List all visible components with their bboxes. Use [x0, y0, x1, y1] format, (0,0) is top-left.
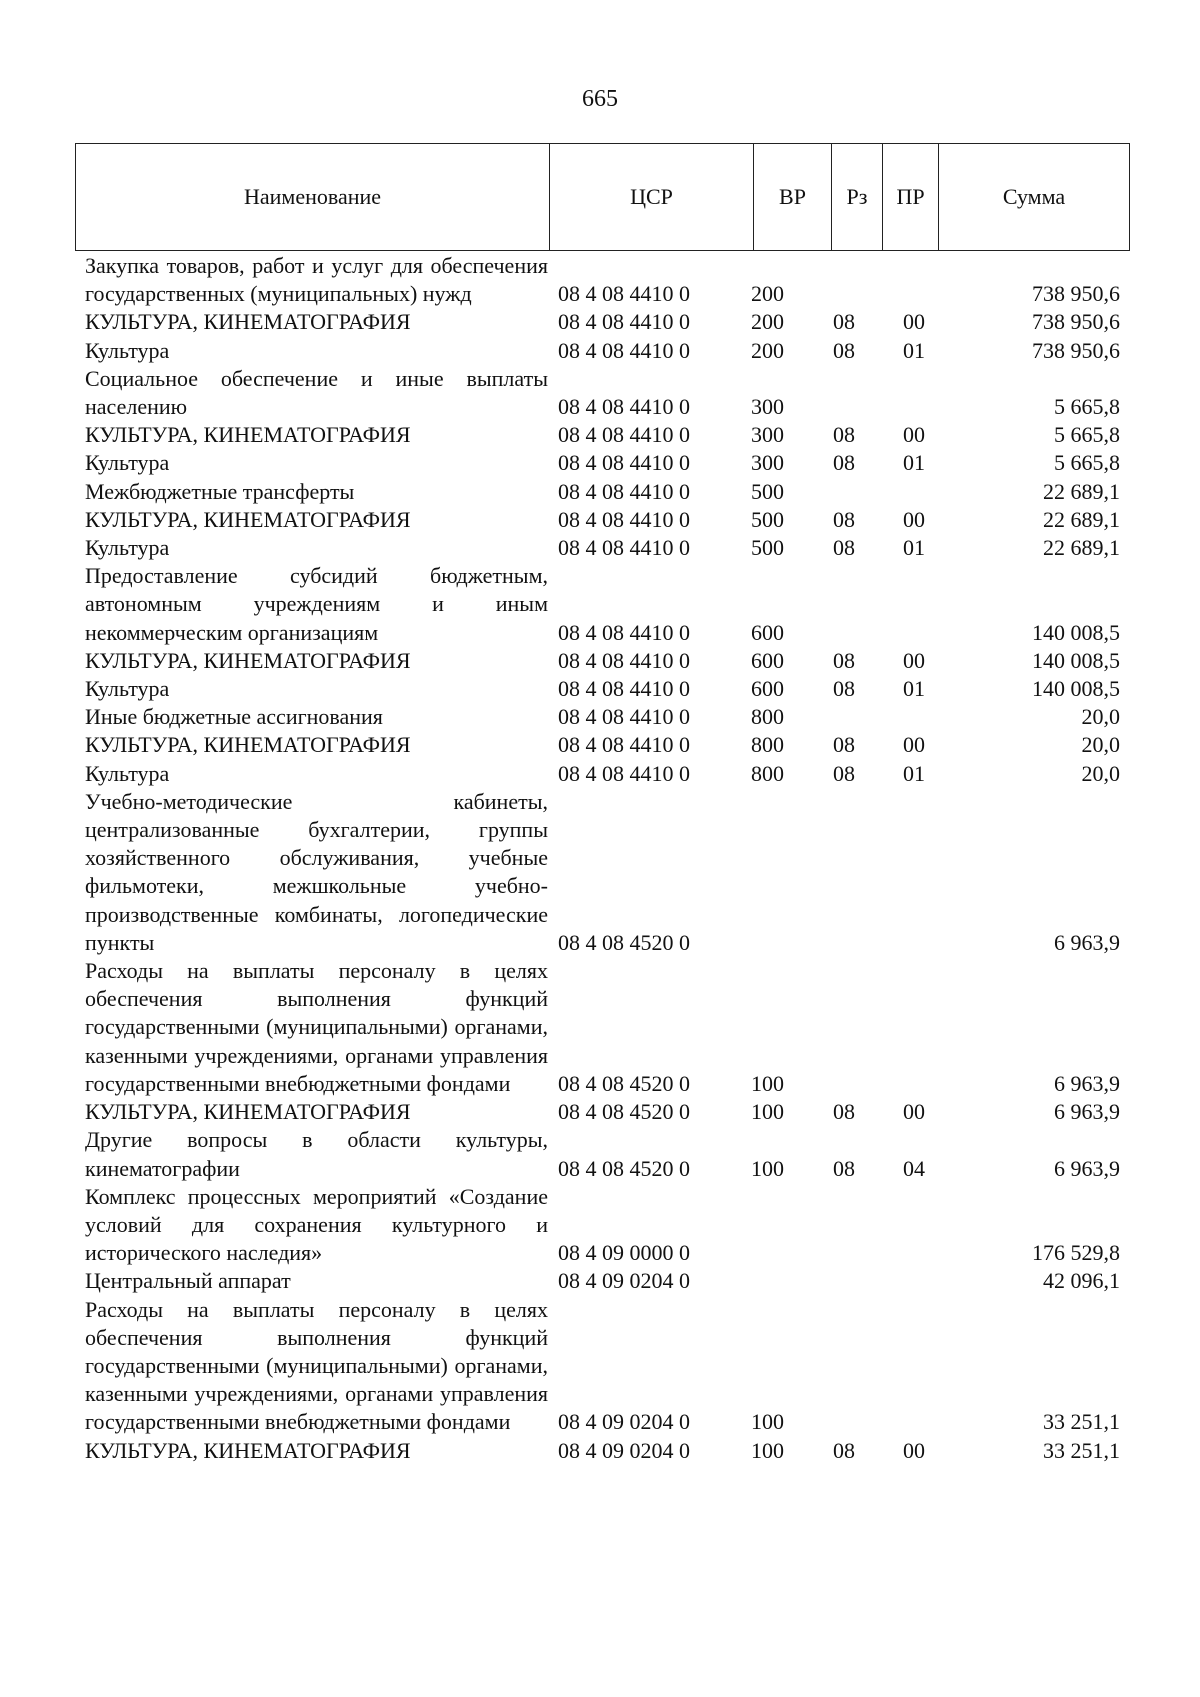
row-rz: 08: [833, 1437, 855, 1463]
table-row: [75, 675, 1130, 703]
table-row: [75, 957, 1130, 1098]
row-name: Расходы на выплаты персоналу в целях обеспечения выполнения функций государственными (муниципальными) органами, казенными учреждениями, органами управления государственными внебюджетными фондами: [85, 958, 548, 1096]
row-name: Иные бюджетные ассигнования: [85, 704, 383, 730]
row-sum: 20,0: [1081, 704, 1120, 730]
row-sum: 5 665,8: [1054, 394, 1120, 420]
table-row: [75, 506, 1130, 534]
row-name: Другие вопросы в области культуры, кинематографии: [85, 1127, 548, 1181]
row-rz: [828, 703, 883, 731]
row-rz: 08: [833, 676, 855, 702]
row-rz: 08: [833, 337, 855, 363]
row-pr: [883, 252, 958, 308]
row-rz: 08: [833, 760, 855, 786]
row-csr: 08 4 08 4520 0: [558, 1155, 690, 1181]
row-rz: 08: [833, 450, 855, 476]
row-csr: 08 4 08 4520 0: [558, 1099, 690, 1125]
row-sum: 5 665,8: [1054, 450, 1120, 476]
budget-table-body: [75, 252, 1130, 1465]
row-csr: 08 4 08 4410 0: [558, 450, 690, 476]
row-sum: 5 665,8: [1054, 422, 1120, 448]
row-vr: 800: [751, 732, 784, 758]
row-vr: [751, 1183, 828, 1268]
row-sum: 20,0: [1081, 760, 1120, 786]
row-sum: 6 963,9: [1054, 929, 1120, 955]
row-rz: [828, 1183, 883, 1268]
row-sum: 140 008,5: [1032, 676, 1120, 702]
row-csr: 08 4 09 0204 0: [558, 1409, 690, 1435]
row-csr: 08 4 08 4410 0: [558, 732, 690, 758]
row-vr: 100: [751, 1155, 784, 1181]
row-vr: [751, 788, 828, 957]
row-rz: 08: [833, 506, 855, 532]
table-row: [75, 337, 1130, 365]
row-pr: 00: [903, 422, 925, 448]
row-rz: 08: [833, 309, 855, 335]
row-pr: 00: [903, 506, 925, 532]
budget-table: [75, 252, 1130, 1465]
column-header-sum: Сумма: [939, 144, 1130, 251]
row-pr: [883, 1183, 958, 1268]
row-pr: [883, 1267, 958, 1295]
row-vr: 600: [751, 619, 784, 645]
row-rz: [828, 788, 883, 957]
row-rz: [828, 252, 883, 308]
table-row: [75, 562, 1130, 647]
row-csr: 08 4 08 4410 0: [558, 676, 690, 702]
row-vr: 500: [751, 478, 784, 504]
row-rz: [828, 1296, 883, 1437]
row-csr: 08 4 08 4410 0: [558, 535, 690, 561]
table-row: [75, 421, 1130, 449]
row-pr: 01: [903, 760, 925, 786]
table-row: [75, 449, 1130, 477]
table-row: [75, 252, 1130, 308]
row-name: КУЛЬТУРА, КИНЕМАТОГРАФИЯ: [85, 1437, 411, 1463]
row-pr: [883, 1296, 958, 1437]
row-sum: 6 963,9: [1054, 1099, 1120, 1125]
row-sum: 20,0: [1081, 732, 1120, 758]
row-csr: 08 4 08 4410 0: [558, 760, 690, 786]
row-pr: [883, 957, 958, 1098]
row-name: Учебно-методические кабинеты, централизованные бухгалтерии, группы хозяйственного обслуживания, учебные фильмотеки, межшкольные учебно-производственные комбинаты, логопедические пункты: [85, 788, 548, 955]
row-pr: 01: [903, 450, 925, 476]
row-csr: 08 4 08 4410 0: [558, 478, 690, 504]
row-name: Закупка товаров, работ и услуг для обеспечения государственных (муниципальных) нужд: [85, 253, 548, 307]
row-name: Центральный аппарат: [85, 1268, 291, 1294]
row-csr: 08 4 09 0204 0: [558, 1268, 690, 1294]
row-pr: 00: [903, 647, 925, 673]
column-header-vr: ВР: [754, 144, 832, 251]
row-pr: 00: [903, 1099, 925, 1125]
row-pr: 00: [903, 309, 925, 335]
row-sum: 33 251,1: [1043, 1437, 1120, 1463]
row-sum: 176 529,8: [1032, 1240, 1120, 1266]
table-row: [75, 788, 1130, 957]
column-header-name: Наименование: [76, 144, 550, 251]
row-pr: 00: [903, 1437, 925, 1463]
row-pr: 01: [903, 337, 925, 363]
row-sum: 22 689,1: [1043, 535, 1120, 561]
row-name: КУЛЬТУРА, КИНЕМАТОГРАФИЯ: [85, 732, 411, 758]
row-name: КУЛЬТУРА, КИНЕМАТОГРАФИЯ: [85, 1099, 411, 1125]
row-csr: 08 4 08 4410 0: [558, 281, 690, 307]
row-vr: 600: [751, 676, 784, 702]
table-row: [75, 703, 1130, 731]
table-row: [75, 1267, 1130, 1295]
row-sum: 22 689,1: [1043, 478, 1120, 504]
row-rz: [828, 957, 883, 1098]
row-rz: 08: [833, 422, 855, 448]
row-rz: 08: [833, 647, 855, 673]
row-rz: 08: [833, 732, 855, 758]
table-row: [75, 760, 1130, 788]
row-vr: 300: [751, 394, 784, 420]
row-vr: 500: [751, 506, 784, 532]
row-name: КУЛЬТУРА, КИНЕМАТОГРАФИЯ: [85, 506, 411, 532]
row-csr: 08 4 09 0204 0: [558, 1437, 690, 1463]
row-vr: 800: [751, 704, 784, 730]
row-sum: 738 950,6: [1032, 309, 1120, 335]
row-vr: 200: [751, 337, 784, 363]
row-name: Культура: [85, 337, 170, 363]
table-row: [75, 1126, 1130, 1182]
row-name: Расходы на выплаты персоналу в целях обеспечения выполнения функций государственными (муниципальными) органами, казенными учреждениями, органами управления государственными внебюджетными фондами: [85, 1296, 548, 1435]
row-pr: 04: [903, 1155, 925, 1181]
table-row: [75, 731, 1130, 759]
row-csr: 08 4 08 4410 0: [558, 619, 690, 645]
row-vr: 600: [751, 647, 784, 673]
row-vr: 100: [751, 1070, 784, 1096]
row-csr: 08 4 08 4410 0: [558, 394, 690, 420]
row-vr: 300: [751, 450, 784, 476]
row-vr: [751, 1267, 828, 1295]
row-sum: 6 963,9: [1054, 1155, 1120, 1181]
table-row: [75, 308, 1130, 336]
row-name: Культура: [85, 760, 170, 786]
table-row: [75, 1183, 1130, 1268]
row-vr: 300: [751, 422, 784, 448]
row-rz: 08: [833, 1155, 855, 1181]
table-header: [75, 143, 1130, 251]
row-pr: 00: [903, 732, 925, 758]
column-header-rz: Рз: [832, 144, 883, 251]
row-name: Предоставление субсидий бюджетным, автономным учреждениям и иным некоммерческим организациям: [85, 563, 548, 645]
row-csr: 08 4 08 4410 0: [558, 704, 690, 730]
row-pr: 01: [903, 676, 925, 702]
row-name: Культура: [85, 676, 170, 702]
row-csr: 08 4 08 4410 0: [558, 647, 690, 673]
column-header-csr: ЦСР: [550, 144, 754, 251]
row-name: КУЛЬТУРА, КИНЕМАТОГРАФИЯ: [85, 422, 411, 448]
row-pr: [883, 788, 958, 957]
row-pr: 01: [903, 535, 925, 561]
row-vr: 200: [751, 309, 784, 335]
row-sum: 140 008,5: [1032, 647, 1120, 673]
table-row: [75, 1098, 1130, 1126]
row-name: Межбюджетные трансферты: [85, 478, 355, 504]
row-name: Социальное обеспечение и иные выплаты населению: [85, 365, 548, 420]
table-row: [75, 478, 1130, 506]
row-csr: 08 4 08 4410 0: [558, 337, 690, 363]
row-pr: [883, 478, 958, 506]
row-sum: 140 008,5: [1032, 619, 1120, 645]
row-pr: [883, 703, 958, 731]
row-sum: 738 950,6: [1032, 337, 1120, 363]
row-sum: 738 950,6: [1032, 281, 1120, 307]
row-vr: 100: [751, 1099, 784, 1125]
row-vr: 500: [751, 535, 784, 561]
table-row: [75, 534, 1130, 562]
row-vr: 100: [751, 1437, 784, 1463]
table-row: [75, 1437, 1130, 1465]
row-rz: 08: [833, 535, 855, 561]
column-header-pr: ПР: [883, 144, 939, 251]
page-number: 665: [582, 86, 618, 112]
row-rz: 08: [833, 1099, 855, 1125]
row-sum: 33 251,1: [1043, 1409, 1120, 1435]
row-name: Комплекс процессных мероприятий «Создание условий для сохранения культурного и исторического наследия»: [85, 1183, 548, 1266]
table-row: [75, 647, 1130, 675]
row-csr: 08 4 09 0000 0: [558, 1240, 690, 1266]
row-csr: 08 4 08 4410 0: [558, 309, 690, 335]
row-vr: 100: [751, 1409, 784, 1435]
row-name: КУЛЬТУРА, КИНЕМАТОГРАФИЯ: [85, 647, 411, 673]
row-rz: [828, 478, 883, 506]
row-rz: [828, 562, 883, 647]
table-row: [75, 365, 1130, 421]
row-name: КУЛЬТУРА, КИНЕМАТОГРАФИЯ: [85, 309, 411, 335]
table-row: [75, 1296, 1130, 1437]
row-rz: [828, 1267, 883, 1295]
row-csr: 08 4 08 4520 0: [558, 1070, 690, 1096]
row-vr: 200: [751, 281, 784, 307]
row-sum: 42 096,1: [1043, 1268, 1120, 1294]
row-pr: [883, 365, 958, 421]
row-name: Культура: [85, 535, 170, 561]
row-csr: 08 4 08 4410 0: [558, 506, 690, 532]
row-vr: 800: [751, 760, 784, 786]
row-csr: 08 4 08 4520 0: [558, 929, 690, 955]
row-sum: 22 689,1: [1043, 506, 1120, 532]
row-pr: [883, 562, 958, 647]
row-name: Культура: [85, 450, 170, 476]
row-csr: 08 4 08 4410 0: [558, 422, 690, 448]
header-row: [76, 144, 1130, 251]
row-sum: 6 963,9: [1054, 1070, 1120, 1096]
row-rz: [828, 365, 883, 421]
